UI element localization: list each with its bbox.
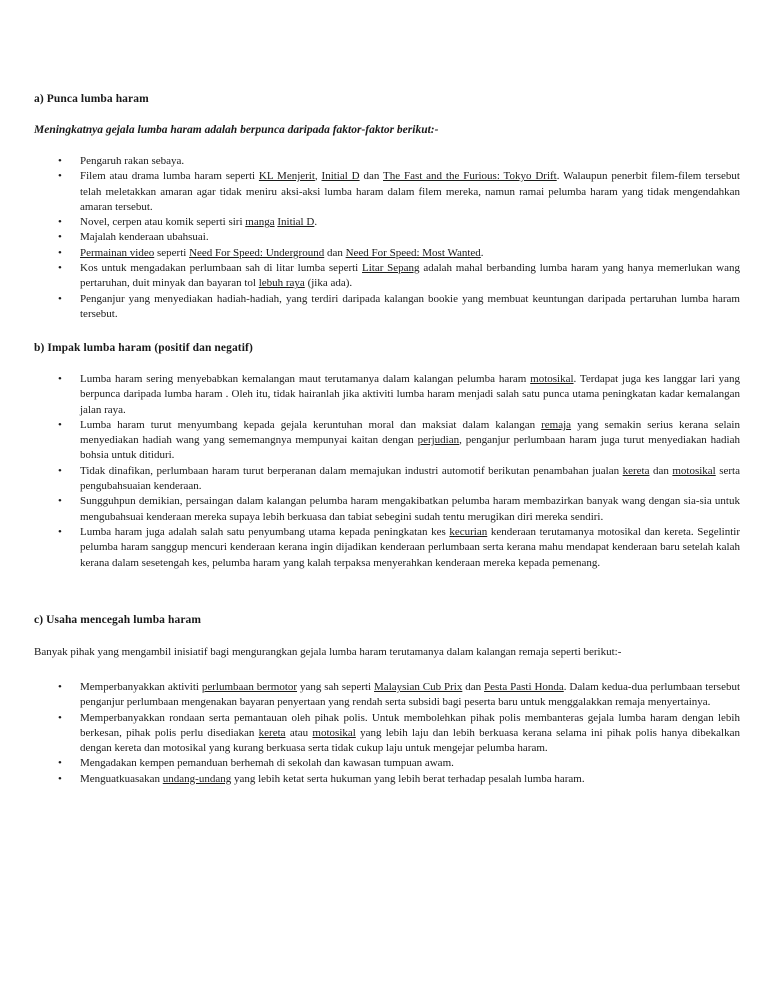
- underlined-link[interactable]: undang-undang: [162, 772, 232, 785]
- section-c-list: [58, 680, 740, 787]
- list-item: [58, 756, 740, 771]
- list-item: [58, 261, 740, 292]
- underlined-link[interactable]: perlumbaan bermotor: [201, 681, 298, 693]
- section-a-intro: Meningkatnya gejala lumba haram adalah berpunca daripada faktor-faktor berikut:-: [34, 124, 439, 136]
- list-item: [58, 680, 740, 711]
- text-run: Lumba haram juga adalah salah satu penyumbang utama kepada peningkatan kes: [80, 525, 450, 538]
- underlined-link[interactable]: Need For Speed: Underground: [189, 246, 325, 259]
- section-c-intro: Banyak pihak yang mengambil inisiatif bagi mengurangkan gejala lumba haram terutamanya dalam kalangan remaja seperti berikut:-: [34, 646, 622, 658]
- underlined-link[interactable]: Initial D: [277, 216, 315, 229]
- section-a-list: [58, 154, 740, 322]
- list-item: [58, 525, 740, 571]
- text-run: Sungguhpun demikian, persaingan dalam kalangan pelumba haram mengakibatkan pelumba haram membazirkan banyak wang dengan sia-sia untuk mengubahsuai kenderaan mereka supaya lebih berkuasa dan tabiat sebegini sudah tentu merugikan diri mereka sendiri.: [80, 495, 740, 523]
- section-c-heading: c) Usaha mencegah lumba haram: [34, 614, 202, 626]
- text-run: Lumba haram turut menyumbang kepada gejala keruntuhan moral dan maksiat dalam kalangan: [80, 418, 542, 431]
- underlined-link[interactable]: Pesta Pasti Honda: [484, 681, 564, 693]
- text-run: dan: [359, 170, 384, 183]
- text-run: . Dalam kedua-dua perlumbaan tersebut penganjur perlumbaan mengenakan bayaran penyertaan yang rendah serta subsidi bagi peserta baru untuk menggalakkan remaja menyertainya.: [80, 681, 741, 709]
- list-item: [58, 711, 740, 757]
- underlined-link[interactable]: Malaysian Cub Prix: [374, 681, 463, 693]
- text-run: dan: [324, 246, 346, 259]
- underlined-link[interactable]: Initial D: [321, 170, 360, 183]
- text-run: adalah mahal berbanding lumba haram yang hanya memerlukan wang pertaruhan, duit minyak dan bayaran tol: [80, 262, 740, 290]
- text-run: . Walaupun penerbit filem-filem tersebut telah meletakkan amaran agar tidak meniru aksi-aksi lumba haram dalam filem mereka, namun ramai pelumba haram yang tidak mengendahkan amaran tersebut.: [80, 170, 740, 213]
- text-run: .: [314, 216, 318, 229]
- text-run: dan: [462, 681, 485, 693]
- section-a-heading: a) Punca lumba haram: [34, 93, 149, 105]
- underlined-link[interactable]: KL Menjerit: [258, 170, 315, 183]
- underlined-link[interactable]: Litar Sepang: [362, 262, 420, 275]
- underlined-link[interactable]: motosikal: [672, 464, 716, 477]
- text-run: Mengadakan kempen pemanduan berhemah di sekolah dan kawasan tumpuan awam.: [80, 757, 454, 770]
- text-run: yang semakin serius kerana selain menyediakan hadiah wang yang sememangnya mempunyai kaitan dengan: [80, 418, 740, 447]
- section-b-heading: b) Impak lumba haram (positif dan negatif): [34, 342, 253, 354]
- list-item: [58, 418, 740, 464]
- text-run: Filem atau drama lumba haram seperti: [80, 170, 259, 183]
- list-item: [58, 772, 740, 787]
- text-run: kenderaan terutamanya motosikal dan kereta. Segelintir pelumba haram sanggup mencuri kenderaan kerana ingin dijadikan kenderaan perlumbaan serta kerana mahu mendapat kenderaan baru setelah kalah kerana dalam sesetengah kes, pelumba haram yang kalah terpaksa menyerahkan kenderaan mereka kepada pemenang.: [80, 525, 740, 569]
- underlined-link[interactable]: kereta: [258, 726, 286, 739]
- text-run: Lumba haram sering menyebabkan kemalangan maut terutamanya dalam kalangan pelumba haram: [80, 373, 531, 385]
- text-run: , penganjur perlumbaan haram juga turut menyediakan hadiah bohsia untuk ditiduri.: [80, 434, 740, 462]
- underlined-link[interactable]: kecurian: [449, 525, 488, 538]
- text-run: Pengaruh rakan sebaya.: [80, 155, 185, 167]
- text-run: Novel, cerpen atau komik seperti siri: [80, 216, 246, 229]
- text-run: (jika ada).: [304, 277, 353, 290]
- text-run: dan: [649, 464, 673, 477]
- list-item: [58, 372, 740, 418]
- underlined-link[interactable]: Need For Speed: Most Wanted: [345, 246, 481, 259]
- text-run: Memperbanyakkan aktiviti: [80, 681, 202, 693]
- underlined-link[interactable]: lebuh raya: [258, 277, 305, 290]
- list-item: [58, 215, 740, 230]
- underlined-link[interactable]: The Fast and the Furious: Tokyo Drift: [383, 170, 557, 183]
- text-run: seperti: [154, 246, 190, 259]
- underlined-link[interactable]: perjudian: [417, 434, 460, 447]
- section-b-list: [58, 372, 740, 571]
- underlined-link[interactable]: Permainan video: [80, 246, 155, 259]
- text-run: yang lebih laju dan lebih berkuasa kerana selama ini pihak polis hanya dibekalkan dengan kereta dan motosikal yang kurang berkuasa serta tidak cukup laju untuk mengejar pelumba haram.: [80, 726, 740, 755]
- text-run: yang sah seperti: [297, 681, 375, 693]
- text-run: yang lebih ketat serta hukuman yang lebih berat terhadap pesalah lumba haram.: [231, 772, 585, 785]
- text-run: Penganjur yang menyediakan hadiah-hadiah, yang terdiri daripada kalangan bookie yang membuat keuntungan daripada pertaruhan lumba haram tersebut.: [80, 292, 740, 320]
- list-item: [58, 292, 740, 323]
- text-run: atau: [285, 726, 313, 739]
- text-run: Kos untuk mengadakan perlumbaan sah di litar lumba seperti: [80, 262, 362, 275]
- list-item: [58, 246, 740, 261]
- list-item: [58, 154, 740, 169]
- text-run: Menguatkuasakan: [80, 772, 163, 785]
- text-run: . Terdapat juga kes langgar lari yang berpunca daripada lumba haram . Oleh itu, tidak hairanlah jika aktiviti lumba haram menjadi salah satu punca utama peningkatan kadar kemalangan jalan raya.: [80, 373, 740, 416]
- list-item: [58, 169, 740, 215]
- list-item: [58, 494, 740, 525]
- underlined-link[interactable]: motosikal: [530, 373, 574, 385]
- text-run: Majalah kenderaan ubahsuai.: [80, 231, 209, 244]
- underlined-link[interactable]: motosikal: [312, 726, 356, 739]
- list-item: [58, 230, 740, 245]
- text-run: Memperbanyakkan rondaan serta pemantauan oleh pihak polis. Untuk membolehkan pihak polis membanteras gejala lumba haram dengan lebih berkesan, pihak polis perlu disediakan: [80, 711, 740, 739]
- text-run: ,: [314, 170, 322, 183]
- underlined-link[interactable]: kereta: [622, 464, 650, 477]
- text-run: Tidak dinafikan, perlumbaan haram turut berperanan dalam memajukan industri automotif berikutan penambahan jualan: [80, 464, 623, 477]
- underlined-link[interactable]: manga: [245, 216, 275, 229]
- text-run: .: [480, 246, 484, 259]
- text-run: serta pengubahsuaian kenderaan.: [80, 464, 740, 493]
- list-item: [58, 464, 740, 495]
- underlined-link[interactable]: remaja: [541, 418, 572, 431]
